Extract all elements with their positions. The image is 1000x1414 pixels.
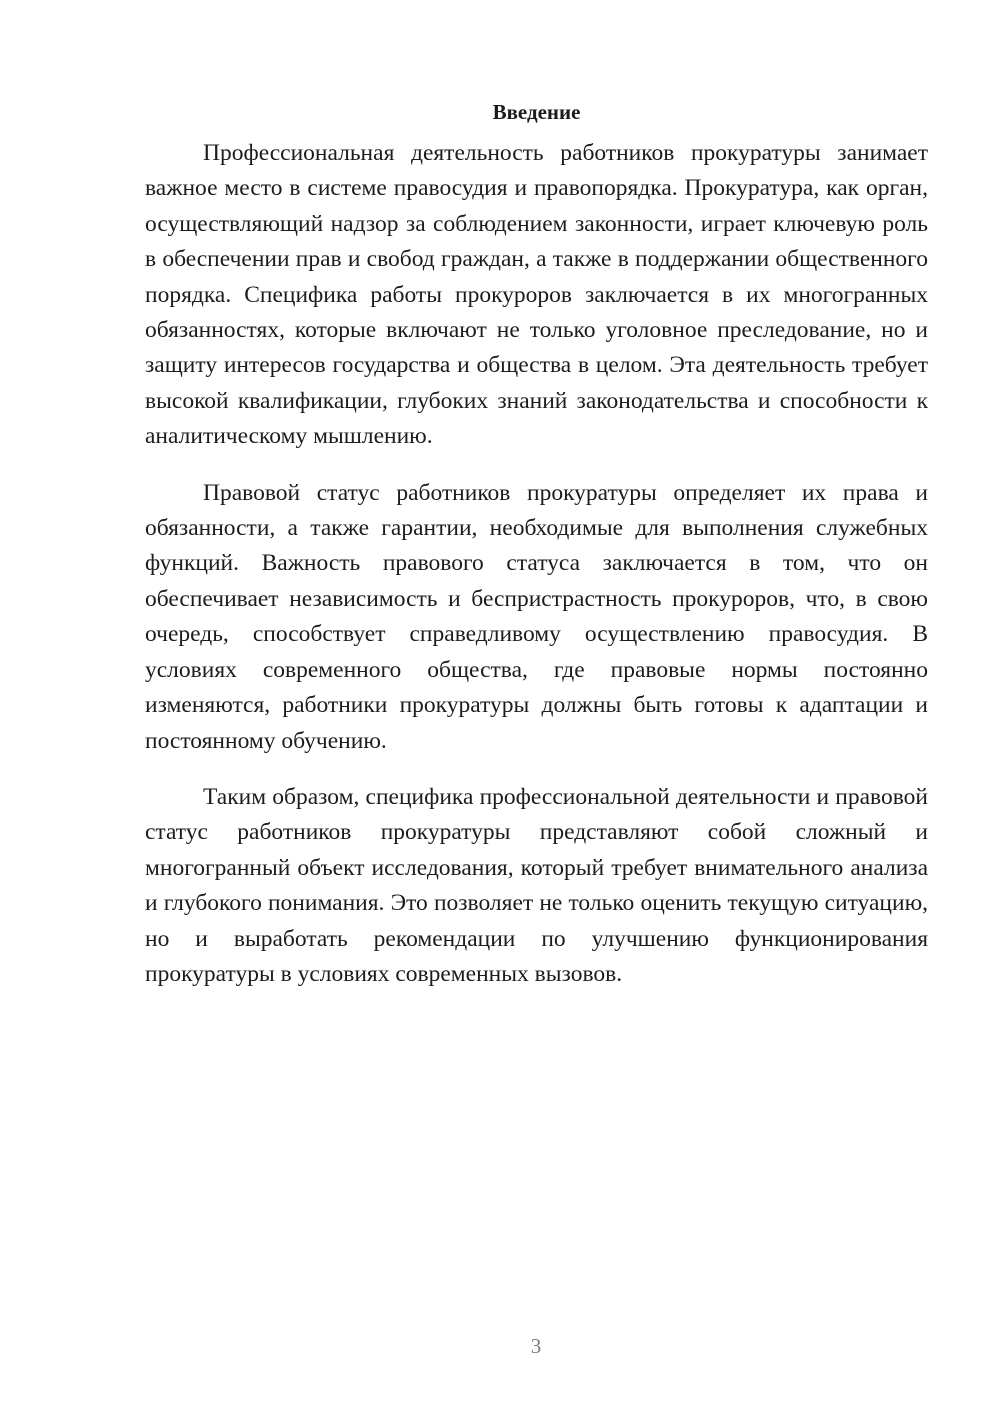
paragraph-2: Правовой статус работников прокуратуры определяет их права и обязанности, а также гарантии, необходимые для выполнения служебных функций. Важность правового статуса заключается в том, что он обеспечивает независимость и беспристрастность прокуроров, что, в свою очередь, способствует справедливому осуществлению правосудия. В условиях современного общества, где правовые нормы постоянно изменяются, работники прокуратуры должны быть готовы к адаптации и постоянному обучению. xyxy=(145,479,928,754)
paragraph-3: Таким образом, специфика профессиональной деятельности и правовой статус работников прокуратуры представляют собой сложный и многогранный объект исследования, который требует внимательного анализа и глубокого понимания. Это позволяет не только оценить текущую ситуацию, но и выработать рекомендации по улучшению функционирования прокуратуры в условиях современных вызовов. xyxy=(145,783,928,987)
paragraph-1: Профессиональная деятельность работников прокуратуры занимает важное место в системе правосудия и правопорядка. Прокуратура, как орган, осуществляющий надзор за соблюдением законности, играет ключевую роль в обеспечении прав и свобод граждан, а также в поддержании общественного порядка. Специфика работы прокуроров заключается в их многогранных обязанностях, которые включают не только уголовное преследование, но и защиту интересов государства и общества в целом. Эта деятельность требует высокой квалификации, глубоких знаний законодательства и способности к аналитическому мышлению. xyxy=(145,140,928,450)
section-heading: Введение xyxy=(492,100,581,124)
page-content xyxy=(145,96,928,992)
page-number: 3 xyxy=(530,1334,542,1358)
